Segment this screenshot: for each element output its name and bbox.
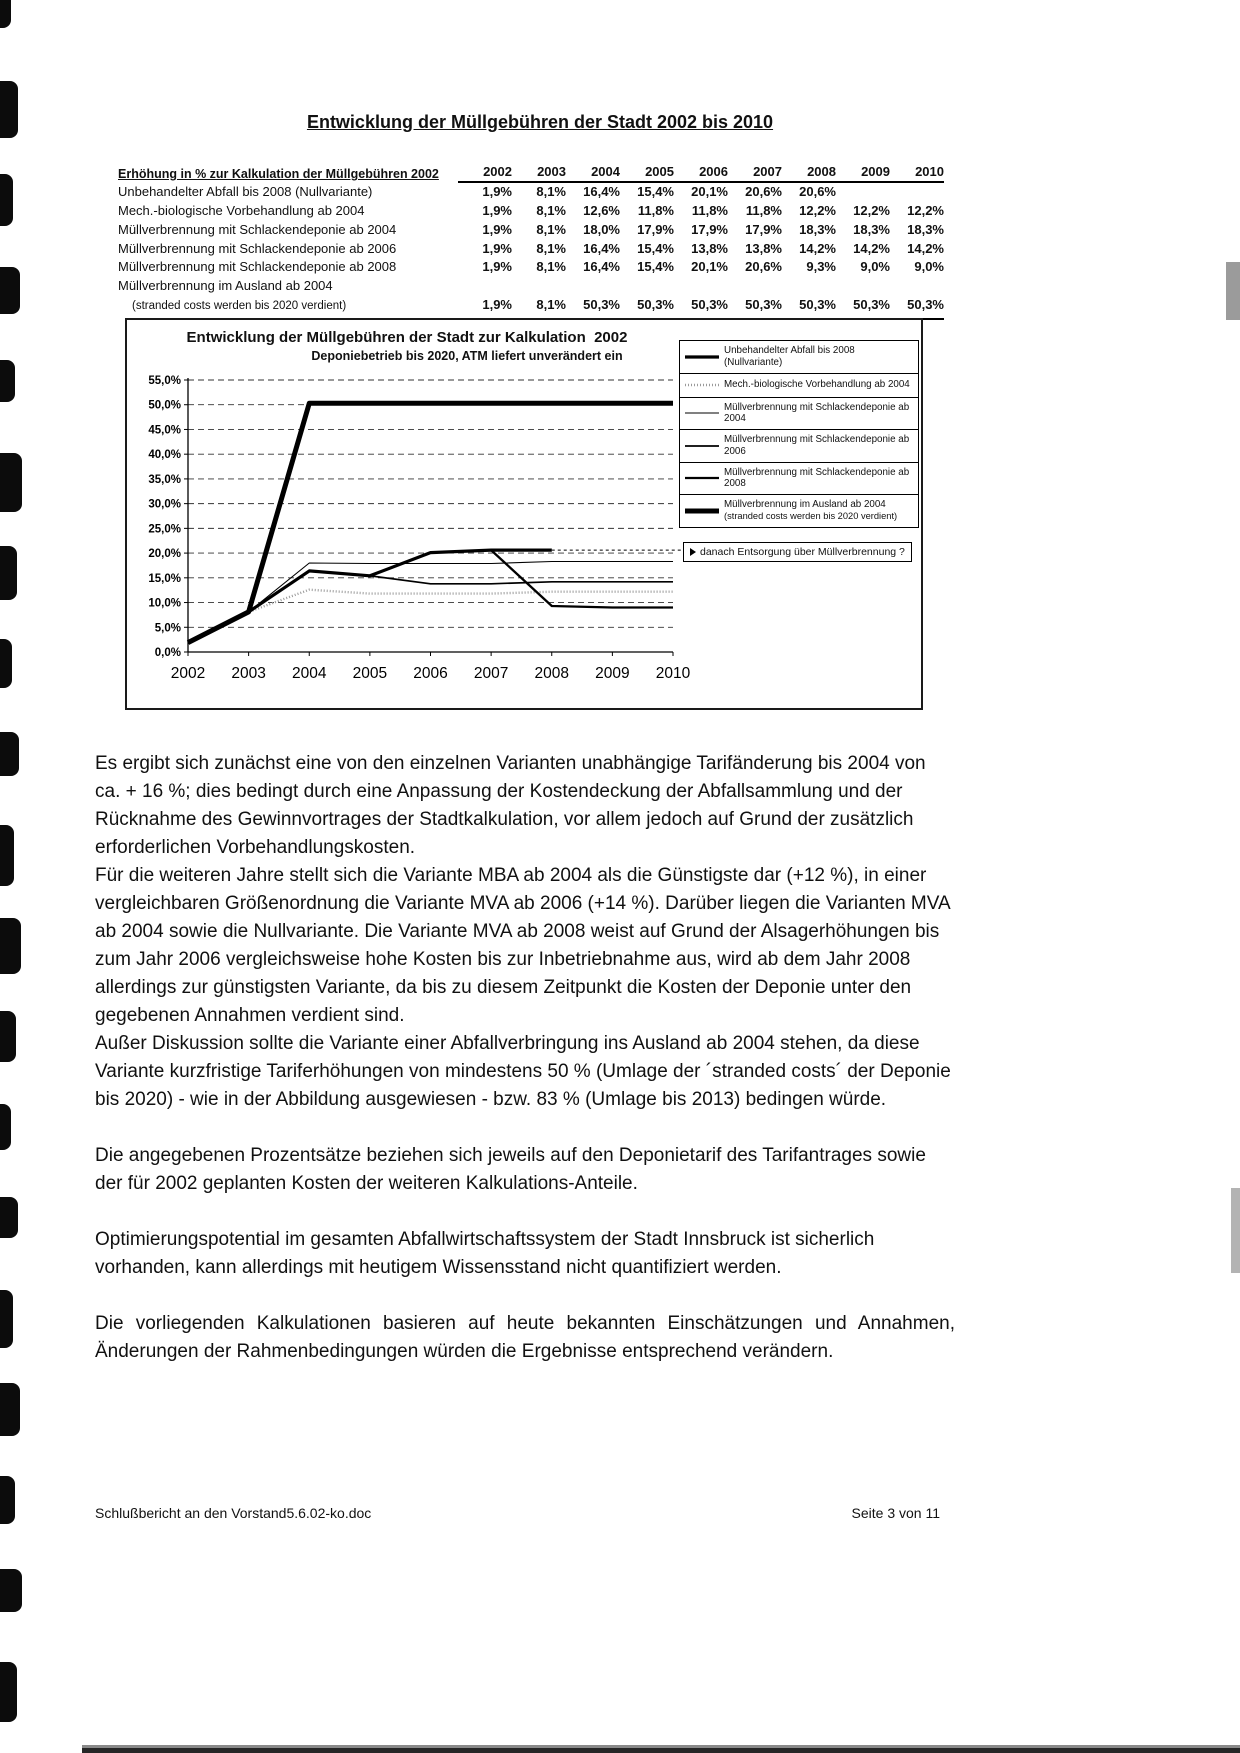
chart-subtitle: Deponiebetrieb bis 2020, ATM liefert unverändert ein	[311, 349, 623, 363]
year-column-header: 2003	[512, 164, 566, 183]
footer-page-number: Seite 3 von 11	[851, 1505, 940, 1521]
y-tick-label: 40,0%	[148, 449, 181, 462]
legend-line-sample	[684, 439, 720, 453]
table-cell: 12,2%	[853, 202, 890, 218]
paragraph: Die vorliegenden Kalkulationen basieren auf heute bekannten Einschätzungen und Annahmen, Änderungen der Rahmenbedingungen würden die Ergebnisse entsprechend verändern.	[95, 1313, 955, 1362]
binding-mark	[0, 174, 13, 226]
binding-mark	[0, 1383, 20, 1436]
x-tick-label: 2004	[292, 665, 327, 682]
table-cell: 12,2%	[907, 202, 944, 218]
binding-mark	[0, 360, 15, 402]
legend-item	[680, 463, 918, 496]
year-column-header: 2010	[890, 164, 944, 183]
y-tick-label: 20,0%	[148, 548, 181, 561]
binding-mark	[0, 1662, 17, 1722]
legend-line-sample	[684, 406, 720, 420]
legend-line-sample	[684, 504, 720, 518]
legend-label: Müllverbrennung mit Schlackendeponie ab 2006	[724, 434, 910, 457]
table-cell: 12,2%	[799, 202, 836, 218]
table-cell: 50,3%	[907, 297, 944, 313]
year-column-header: 2008	[782, 164, 836, 183]
table-cell: 15,4%	[637, 240, 674, 256]
table-cell: 50,3%	[637, 297, 674, 313]
year-column-header: 2006	[674, 164, 728, 183]
table-cell: 50,3%	[853, 297, 890, 313]
table-cell: 18,0%	[583, 221, 620, 237]
table-cell: 17,9%	[745, 221, 782, 237]
table-row	[118, 183, 944, 202]
x-tick-label: 2007	[473, 665, 509, 682]
legend-line-sample	[684, 471, 720, 485]
y-tick-label: 35,0%	[148, 473, 181, 486]
table-cell: 20,6%	[799, 184, 836, 199]
y-tick-label: 30,0%	[148, 498, 181, 511]
table-cell: 16,4%	[583, 240, 620, 256]
binding-mark	[0, 1104, 11, 1150]
x-tick-label: 2010	[655, 665, 691, 682]
binding-mark	[0, 918, 21, 974]
row-label: Unbehandelter Abfall bis 2008 (Nullvariante)	[118, 184, 373, 199]
table-cell: 16,4%	[583, 184, 620, 199]
table-cell: 18,3%	[799, 221, 836, 237]
y-tick-label: 5,0%	[154, 622, 181, 635]
row-label: Müllverbrennung mit Schlackendeponie ab 2006	[118, 240, 397, 256]
table-cell: 13,8%	[691, 240, 728, 256]
chart-plot-area	[133, 370, 693, 700]
body-text	[95, 750, 955, 1366]
table-header-row	[118, 164, 944, 183]
table-cell: 50,3%	[583, 297, 620, 313]
binding-mark	[0, 267, 20, 314]
legend-item	[680, 430, 918, 463]
binding-mark	[0, 732, 19, 776]
binding-mark	[0, 1011, 16, 1062]
y-tick-label: 15,0%	[148, 572, 181, 585]
page-footer	[95, 1505, 940, 1521]
x-tick-label: 2006	[413, 665, 448, 682]
table-cell: 15,4%	[637, 184, 674, 199]
legend-item	[680, 398, 918, 431]
table-cell: 8,1%	[536, 297, 566, 313]
table-cell: 8,1%	[536, 221, 566, 237]
table-cell: 9,3%	[806, 259, 836, 275]
legend-label: Mech.-biologische Vorbehandlung ab 2004	[724, 379, 910, 391]
chart-legend	[679, 340, 919, 528]
legend-line-sample	[684, 350, 720, 364]
paragraph: Die angegebenen Prozentsätze beziehen sich jeweils auf den Deponietarif des Tarifantrages sowie der für 2002 geplanten Kosten der weiteren Kalkulations-Anteile.	[95, 1145, 926, 1194]
binding-mark	[0, 639, 12, 688]
legend-label: Müllverbrennung mit Schlackendeponie ab 2004	[724, 401, 910, 425]
year-column-header: 2004	[566, 164, 620, 183]
binding-mark	[0, 546, 17, 600]
table-cell: 8,1%	[536, 240, 566, 256]
table-cell: 17,9%	[691, 221, 728, 237]
scan-artifact	[1226, 262, 1240, 320]
binding-mark	[0, 1197, 18, 1238]
binding-mark	[0, 1569, 22, 1612]
table-cell: 50,3%	[745, 297, 782, 313]
year-column-header: 2005	[620, 164, 674, 183]
table-cell: 8,1%	[536, 184, 566, 199]
table-cell: 11,8%	[745, 202, 782, 218]
table-header-label: Erhöhung in % zur Kalkulation der Müllgebühren 2002	[118, 167, 439, 181]
table-row	[118, 221, 944, 240]
chart-annotation-text: danach Entsorgung über Müllverbrennung ?	[700, 546, 905, 558]
paragraph: Für die weiteren Jahre stellt sich die Variante MBA ab 2004 als die Günstigste dar (+12 %), in einer vergleichbaren Größenordnung die Variante MVA ab 2006 (+14 %). Darüber liegen die Varianten MVA ab 2004 sowie die Nullvariante. Die Variante MVA ab 2008 weist auf Grund der Alsagerhöhungen bis zum Jahr 2006 vergleichsweise hohe Kosten bis zur Inbetriebnahme aus, wird ab dem Jahr 2008 allerdings zur günstigsten Variante, da bis zu diesem Zeitpunkt die Kosten der Deponie unter den gegebenen Annahmen verdient sind.	[95, 865, 950, 1026]
y-tick-label: 50,0%	[148, 399, 181, 412]
legend-sublabel: (stranded costs werden bis 2020 verdient)	[724, 510, 898, 521]
arrow-icon	[690, 548, 696, 556]
y-tick-label: 10,0%	[148, 597, 181, 610]
binding-mark	[0, 0, 11, 28]
table-body	[118, 183, 944, 315]
binding-mark	[0, 1476, 15, 1524]
chart-title: Entwicklung der Müllgebühren der Stadt zur Kalkulation 2002	[186, 329, 628, 346]
table-cell: 8,1%	[536, 202, 566, 218]
row-sublabel: (stranded costs werden bis 2020 verdient)	[132, 300, 347, 313]
table-cell: 16,4%	[583, 259, 620, 275]
table-cell: 14,2%	[853, 240, 890, 256]
series-line-1	[188, 590, 673, 643]
footer-filename: Schlußbericht an den Vorstand5.6.02-ko.doc	[95, 1505, 372, 1521]
fees-table	[118, 164, 944, 315]
x-tick-label: 2005	[352, 665, 388, 682]
legend-item	[680, 374, 918, 398]
scan-edge-artifact	[82, 1745, 1240, 1753]
legend-label: Müllverbrennung mit Schlackendeponie ab 2008	[724, 466, 910, 490]
table-cell: 1,9%	[482, 240, 512, 256]
page-title: Entwicklung der Müllgebühren der Stadt 2002 bis 2010	[306, 112, 774, 132]
table-cell: 9,0%	[914, 259, 944, 275]
row-label: Müllverbrennung mit Schlackendeponie ab 2004	[118, 221, 397, 237]
table-cell: 50,3%	[691, 297, 728, 313]
binding-mark	[0, 825, 14, 886]
table-cell: 20,1%	[691, 259, 728, 275]
y-tick-label: 25,0%	[148, 523, 181, 536]
table-cell: 9,0%	[860, 259, 890, 275]
table-cell: 20,1%	[691, 184, 728, 199]
x-tick-label: 2009	[595, 665, 630, 682]
binding-mark	[0, 453, 22, 512]
legend-item	[680, 341, 918, 374]
table-cell: 18,3%	[907, 221, 944, 237]
table-cell: 1,9%	[482, 259, 512, 275]
paragraph: Es ergibt sich zunächst eine von den einzelnen Varianten unabhängige Tarifänderung bis 2004 von ca. + 16 %; dies bedingt durch eine Anpassung der Kostendeckung der Abfallsammlung und der Rücknahme des Gewinnvortrages der Stadtkalkulation, vor allem jedoch auf Grund der zusätzlich erforderlichen Vorbehandlungskosten.	[95, 753, 926, 858]
table-cell: 13,8%	[745, 240, 782, 256]
table-cell: 1,9%	[482, 297, 512, 313]
year-column-header: 2002	[458, 164, 512, 183]
table-cell: 1,9%	[482, 184, 512, 199]
x-tick-label: 2002	[170, 665, 206, 682]
row-label: Mech.-biologische Vorbehandlung ab 2004	[118, 202, 365, 218]
table-cell: 20,6%	[745, 184, 782, 199]
table-row	[118, 258, 944, 277]
paragraph: Optimierungspotential im gesamten Abfallwirtschaftssystem der Stadt Innsbruck ist sicherlich vorhanden, kann allerdings mit heutigem Wissensstand nicht quantifiziert werden.	[95, 1229, 875, 1278]
x-tick-label: 2008	[534, 665, 569, 682]
y-tick-label: 45,0%	[148, 424, 181, 437]
fees-line-chart	[125, 318, 923, 710]
year-column-header: 2009	[836, 164, 890, 183]
table-cell: 12,6%	[583, 202, 620, 218]
table-cell: 15,4%	[637, 259, 674, 275]
table-cell: 14,2%	[907, 240, 944, 256]
row-label: Müllverbrennung mit Schlackendeponie ab 2008	[118, 259, 397, 275]
table-cell: 18,3%	[853, 221, 890, 237]
year-column-header: 2007	[728, 164, 782, 183]
table-cell: 1,9%	[482, 202, 512, 218]
table-cell: 11,8%	[637, 202, 674, 218]
table-row	[118, 202, 944, 221]
table-cell: 11,8%	[691, 202, 728, 218]
table-row	[118, 277, 944, 315]
table-row	[118, 240, 944, 259]
legend-line-sample	[684, 378, 720, 392]
y-tick-label: 55,0%	[148, 375, 181, 387]
legend-label: Unbehandelter Abfall bis 2008 (Nullvariante)	[724, 345, 855, 368]
table-cell: 1,9%	[482, 221, 512, 237]
row-label: Müllverbrennung im Ausland ab 2004 (stranded costs werden bis 2020 verdient)	[118, 277, 458, 315]
table-cell: 8,1%	[536, 259, 566, 275]
paragraph: Außer Diskussion sollte die Variante einer Abfallverbringung ins Ausland ab 2004 stehen, da diese Variante kurzfristige Tariferhöhungen von mindestens 50 % (Umlage der ´stranded costs´ der Deponie bis 2020) - wie in der Abbildung ausgewiesen - bzw. 83 % (Umlage bis 2013) bedingen würde.	[95, 1033, 951, 1110]
table-cell: 14,2%	[799, 240, 836, 256]
x-tick-label: 2003	[231, 665, 266, 682]
chart-annotation	[683, 542, 912, 562]
binding-mark	[0, 1290, 13, 1348]
table-cell: 17,9%	[637, 221, 674, 237]
scan-artifact	[1231, 1188, 1240, 1273]
y-tick-label: 0,0%	[154, 647, 181, 659]
table-cell: 50,3%	[799, 297, 836, 313]
legend-label: Müllverbrennung im Ausland ab 2004 (stranded costs werden bis 2020 verdient)	[724, 499, 898, 521]
table-cell: 20,6%	[745, 259, 782, 275]
legend-item	[680, 495, 918, 527]
